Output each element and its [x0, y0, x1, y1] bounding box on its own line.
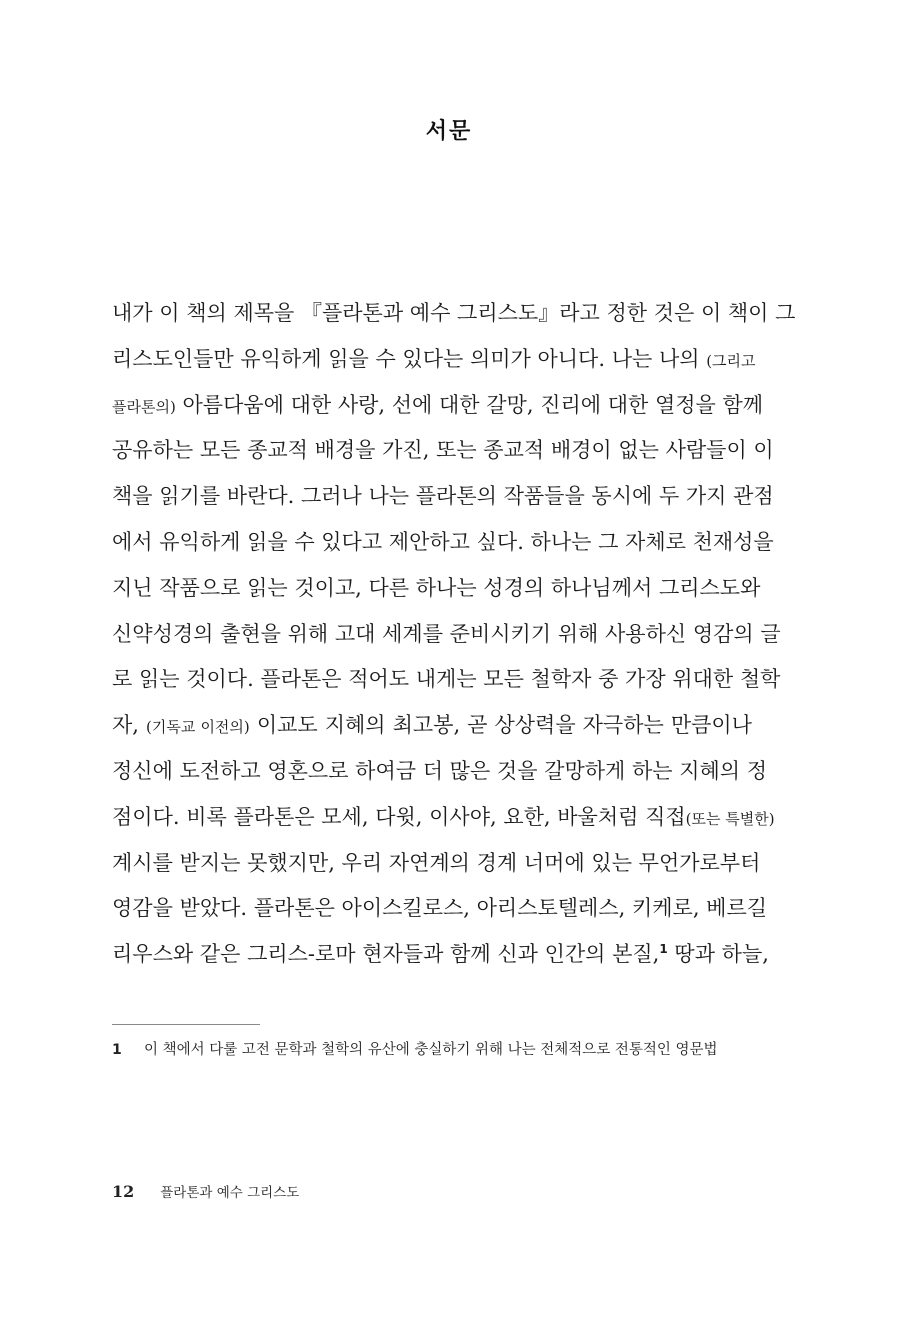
footnote-reference[interactable]: 1	[659, 942, 668, 957]
running-title: 플라톤과 예수 그리스도	[160, 1185, 300, 1201]
body-line: 자, (기독교 이전의) 이교도 지혜의 최고봉, 곧 상상력을 자극하는 만큼이나	[112, 713, 752, 738]
footnote-number: 1	[112, 1042, 122, 1058]
body-line: 계시를 받지는 못했지만, 우리 자연계의 경계 너머에 있는 무언가로부터	[112, 850, 761, 875]
body-line: 영감을 받았다. 플라톤은 아이스킬로스, 아리스토텔레스, 키케로, 베르길	[112, 896, 768, 921]
page-number: 12	[112, 1182, 135, 1201]
body-line: 지닌 작품으로 읽는 것이고, 다른 하나는 성경의 하나님께서 그리스도와	[112, 575, 761, 600]
footnote	[112, 1040, 752, 1060]
parenthetical: 플라톤의)	[112, 397, 176, 416]
parenthetical: (그리고	[706, 351, 756, 370]
body-line: 리스도인들만 유익하게 읽을 수 있다는 의미가 아니다. 나는 나의 (그리고	[112, 346, 756, 371]
body-line: 내가 이 책의 제목을 『플라톤과 예수 그리스도』라고 정한 것은 이 책이 그	[112, 301, 796, 325]
body-line: 플라톤의) 아름다움에 대한 사랑, 선에 대한 갈망, 진리에 대한 열정을 함께	[112, 392, 764, 417]
body-line: 책을 읽기를 바란다. 그러나 나는 플라톤의 작품들을 동시에 두 가지 관점	[112, 484, 774, 509]
parenthetical: (기독교 이전의)	[146, 718, 250, 737]
body-line: 공유하는 모든 종교적 배경을 가진, 또는 종교적 배경이 없는 사람들이 이	[112, 438, 774, 463]
footnote-text: 이 책에서 다룰 고전 문학과 철학의 유산에 충실하기 위해 나는 전체적으로 전통적인 영문법	[144, 1042, 718, 1058]
body-line: 에서 유익하게 읽을 수 있다고 제안하고 싶다. 하나는 그 자체로 천재성을	[112, 529, 774, 554]
body-text	[112, 297, 796, 984]
body-line: 정신에 도전하고 영혼으로 하여금 더 많은 것을 갈망하게 하는 지혜의 정	[112, 758, 768, 783]
body-line: 점이다. 비록 플라톤은 모세, 다윗, 이사야, 요한, 바울처럼 직접(또는 특별한)	[112, 804, 775, 829]
body-line: 리우스와 같은 그리스-로마 현자들과 함께 신과 인간의 본질,$^1$ 땅과 하늘,	[112, 942, 769, 967]
parenthetical: (또는 특별한)	[685, 809, 775, 828]
body-line: 신약성경의 출현을 위해 고대 세계를 준비시키기 위해 사용하신 영감의 글	[112, 621, 781, 646]
chapter-title: 서문	[425, 118, 473, 144]
footnote-divider	[112, 1024, 260, 1025]
body-line: 로 읽는 것이다. 플라톤은 적어도 내게는 모든 철학자 중 가장 위대한 철학	[112, 667, 781, 692]
page-footer	[112, 1182, 299, 1203]
